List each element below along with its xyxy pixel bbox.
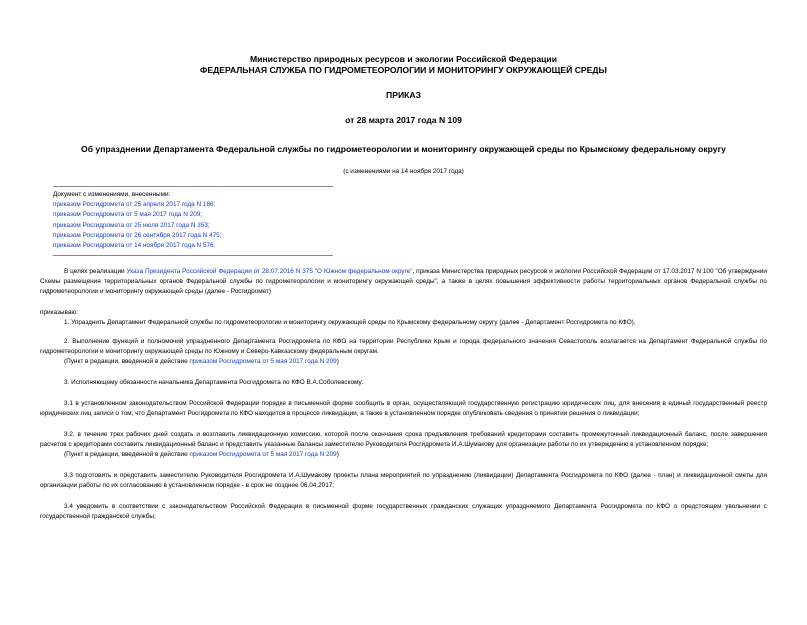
edition-suffix: ): [336, 451, 339, 459]
change-link-209[interactable]: приказом Росгидромета от 5 мая 2017 года N 209;: [53, 211, 203, 219]
changes-note: (с изменениями на 14 ноября 2017 года): [343, 168, 464, 175]
edition-prefix: (Пункт в редакции, введенной в действие: [64, 358, 190, 366]
preamble: [40, 267, 767, 297]
preamble-text-1: В целях реализации: [64, 268, 127, 276]
edition-suffix: ): [336, 358, 339, 366]
change-link-353[interactable]: приказом Росгидромета от 25 июля 2017 года N 353;: [53, 221, 210, 229]
edition-note-item-2: [40, 357, 767, 367]
doc-type: ПРИКАЗ: [386, 90, 421, 100]
edition-link-209[interactable]: приказом Росгидромета от 5 мая 2017 года N 209: [189, 358, 337, 366]
doc-title: Об упразднении Департамента Федеральной службы по гидрометеорологии и мониторингу окружающей среды по Крымскому федеральному округу: [81, 144, 726, 154]
ministry-name: Министерство природных ресурсов и экологии Российской Федерации: [250, 54, 557, 64]
document-page: [0, 54, 807, 625]
item-3: 3. Исполняющему обязанности начальника Департамента Росгидромета по КФО В.А.Соболевскому:: [64, 379, 364, 387]
item-1: 1. Упразднить Департамент Федеральной службы по гидрометеорологии и мониторингу окружающей среды по Крымскому федеральному округу (далее - Департамент Росгидромета по КФО).: [64, 319, 636, 327]
doc-date: от 28 марта 2017 года N 109: [345, 115, 462, 125]
item-3-1: 3.1 в установленном законодательством Российской Федерации порядке в письменной форме сообщить в орган, осуществляющий государственную регистрацию юридических лиц, для внесения в единый государственный реестр юридических лиц записи о том, что Департамент Росгидромета по КФО находится в процессе ликвидации, а также в установленном порядке опубликовать сведения о принятии решения о ликвидации;: [40, 400, 767, 418]
change-link-186[interactable]: приказом Росгидромета от 25 апреля 2017 года N 186;: [53, 201, 216, 209]
edition-prefix: (Пункт в редакции, введенной в действие: [64, 451, 190, 459]
order-word: приказываю:: [40, 309, 78, 317]
change-link-475[interactable]: приказом Росгидромета от 26 сентября 2017 года N 475;: [53, 231, 222, 239]
service-name: ФЕДЕРАЛЬНАЯ СЛУЖБА ПО ГИДРОМЕТЕОРОЛОГИИ И МОНИТОРИНГУ ОКРУЖАЮЩЕЙ СРЕДЫ: [200, 65, 607, 75]
changes-intro: Документ с изменениями, внесенными:: [53, 191, 171, 198]
edition-note-item-3-2: [40, 450, 767, 460]
change-link-576[interactable]: приказом Росгидромета от 14 ноября 2017 года N 576.: [53, 242, 216, 250]
preamble-decree-link[interactable]: Указа Президента Российской Федерации от 28.07.2016 N 375 "О Южном федеральном округе": [126, 268, 413, 276]
preamble-text-2: , приказа Министерства природных ресурсов и экологии Российской Федерации от 17.03.2017 N 100 "Об утверждении Схемы размещения территориальных органов Федеральной службы по гидрометеорологии и мониторингу окружающей среды", а также в целях повышения эффективности работы территориальных органов Федеральной службы по гидрометеорологии и мониторингу окружающей среды (далее - Росгидромет): [40, 268, 767, 296]
item-3-4: 3.4 уведомить в соответствии с законодательством Российской Федерации в письменной форме государственных гражданских служащих упраздняемого Департамента Росгидромета по КФО о предстоящем увольнении с государственной гражданской службы;: [40, 503, 767, 521]
edition-link-209[interactable]: приказом Росгидромета от 5 мая 2017 года N 209: [189, 451, 337, 459]
item-3-3: 3.3 подготовить и представить заместителю Руководителя Росгидромета И.А.Шумакову проекты плана мероприятий по упразднению (ликвидации) Департамента Росгидромета по КФО (далее - план) и ликвидационной сметы для организации работы по их согласованию в установленном порядке - в срок не позднее 06.04.2017;: [40, 472, 767, 490]
changes-box: [53, 186, 333, 256]
item-2: 2. Выполнение функций и полномочий упраздненного Департамента Росгидромета по КФО на территории Республики Крым и города федерального значения Севастополь возлагается на Департамент Федеральной службы по гидрометеорологии и мониторингу окружающей среды по Южному и Северо-Кавказскому федеральным округам.: [40, 338, 767, 356]
item-3-2: 3.2. в течение трех рабочих дней создать и возглавить ликвидационную комиссию, которой после окончания срока предъявления требований кредиторами составить промежуточный ликвидационный баланс, после завершения расчетов с кредиторами составить ликвидационный баланс и представить указанные балансы заместителю Руководителя Росгидромета И.А.Шумакову для организации работы по их утверждению в установленном порядке;: [40, 431, 767, 449]
